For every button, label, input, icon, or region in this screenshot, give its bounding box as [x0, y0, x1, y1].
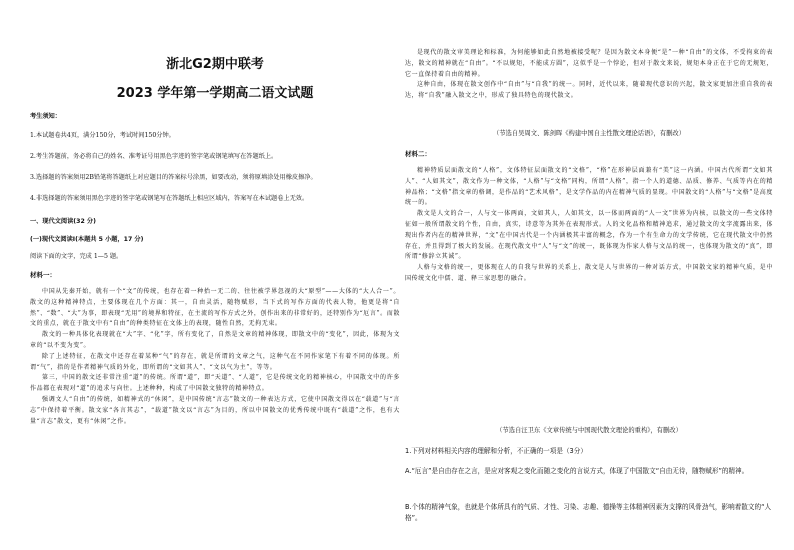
notice-item: 1.本试题卷共4页，满分150分，考试时间150分钟。	[30, 132, 175, 139]
material-paragraph: 精神特质层面散文的“人格”，文体特征层面散文的“文格”，“格”在形神层面兼有“美”这一内涵。中国古代所谓“文如其人”、“人如其文”，散文作为一种文体，“人格”与“文格”同构，所谓“人格”，指一个人的道德、品质、修养、气质等内在的精神品格；“文格”指文章的格调，是作品的“艺术风格”，是文学作品的内在精神气质的显现。中国散文的“人格”与“文格”是高度统一的。	[405, 167, 773, 207]
option-b	[405, 502, 773, 524]
material-paragraph: 是现代的散文审美理论和标准，为何能够如此自然地被接受呢？是因为散文本身便“是”一种“自由”的文体，不受拘束的表达，散文的精神就在“自由”。“不以规矩，不能成方圆”，这似乎是一个悖论，但对于散文来说，规矩本身正在于它的无规矩，它一直保持着自由的精神。	[405, 49, 773, 78]
left-column	[30, 0, 400, 550]
option-a-text: A.“厄言”是自由存在之言，是应对客观之变化而随之变化的言说方式，体现了中国散文“自由无待，随物赋形”的精神。	[405, 467, 749, 475]
sub-section-heading: (一)现代文阅读Ⅰ(本题共 5 小题，17 分)	[30, 236, 144, 243]
material-paragraph: 散文是人文的合一，人与文一体两面，文如其人，人如其文，以一体而两面的“人一文”世界为内核，以散文的一些文体特征如一般所谓散文的个性，自由，真实，诗意等为其外在表现形式。人的文化品格和精神追求，通过散文的文字流露出来，体现出作者内在的精神世界，“文”在中国古代是一个内涵极其丰富的概念，作为一个有生命力的文学传统，它在现代散文中仍然存在，并且得到了极大的发展。在现代散文中“人”与“文”的统一，既体现为作家人格与文品的统一，也体现为散文的“真”，即所谓“修辞立其诚”。	[405, 210, 773, 261]
notice-heading: 考生须知：	[30, 113, 61, 120]
material-paragraph: 人格与文格的统一，更体现在人的自我与世界的关系上，散文是人与世界的一种对话方式，中国散文家的精神气质，是中国传统文化中儒、道、释三家思想的融合。	[405, 264, 773, 282]
material-paragraph: 中国从先秦开始，就有一个“文”的传统，也存在着一种抬一无二的、往往被学界忽视的大“原型”——大体的“大人合一”。散文的这种精神特点，主要体现在几个方面：其一，自由灵活，随物赋形，当下式的写作方面的代表人物，他更是将“自然”、“数”、“大”为事，即表现“无用”的境界和特征，在主流的写作方式之外，创作出来的非常好的，还特别作为“厄言”。而散文的重点，就在于散文中有“自由”的种类特征在文体上的表现，随性自然，无拘无束。	[30, 288, 400, 328]
exam-subtitle: 2023 学年第一学期高二语文试题	[116, 86, 314, 101]
source-citation: （节选自汪卫东《文章传统与中国现代散文理论的重构》，有删改）	[496, 427, 682, 434]
notice-item: 4.非选择题的答案须用黑色字迹的签字笔或钢笔写在答题纸上相应区域内，答案写在本试题卷上无效。	[30, 195, 309, 202]
material-paragraph: 这种自由，体现在散文创作中“自由”与“自我”的统一。同时，近代以来，随着现代意识的兴起，散文家更加注重自我的表达，将“自我”融入散文之中，形成了独具特色的现代散文。	[405, 81, 773, 100]
notice-item: 3.选择题的答案须用2B铅笔将答题纸上对应题目的答案标号涂黑，如要改动，须将原填涂处用橡皮擦净。	[30, 174, 317, 181]
material-paragraph: 强调文人“自由”的传统，如精神式的“休闲”，是中国传统“言志”散文的一种表达方式，它使中国散文得以在“载道”与“言志”中保持着平衡。散文家“各言其志”，“载道”散文以“言志”为目的，所以中国散文的优秀传统中既有“载道”之作，也有大量“言志”散文，更有“休闲”之作。	[30, 395, 400, 425]
exam-title: 浙北G2期中联考	[166, 57, 264, 72]
material-paragraph: 除了上述特征，在散文中还存在着某种“气”的存在，就是所谓的文章之气，这种气在不同作家笔下有着不同的体现。所谓“气”，指的是作者精神气质的外化，即所谓的“文如其人”、“文以气为主”，等等。	[30, 352, 400, 371]
section-heading: 一、现代文阅读(32 分)	[30, 218, 96, 225]
option-b-text: B.个体的精神气象，也就是个体所具有的气质、才性、习染、志趣、德操等主体精神因素为支撑的风骨劲气，影响着散文的“人格”。	[405, 503, 772, 522]
reading-instruction: 阅读下面的文字，完成 1—5 题。	[30, 253, 123, 260]
source-citation: （节选自吴周文、陈剑晖《构建中国自主性散文理论话语》，有删改）	[492, 130, 686, 137]
material-one-continued	[405, 48, 773, 126]
material-paragraph: 第三，中国的散文还非常注重“道”的传统。所谓“道”，即“天道”、“人道”，它是传统文化的精神核心，中国散文中的许多作品都在表现对“道”的追求与向往。上述种种，构成了中国散文独特的精神特点。	[30, 374, 400, 393]
option-a	[405, 466, 773, 477]
right-column	[405, 0, 773, 550]
notice-item: 2.考生答题前，务必将自己的姓名、准考证号用黑色字迹的签字笔或钢笔填写在答题纸上。	[30, 153, 278, 160]
question-one: 1.下列对材料相关内容的理解和分析，不正确的一项是（3分）	[405, 447, 587, 455]
material-paragraph: 散文的一种具体化表现就在“大”字、“化”字，所有变化了，自然是文章的精神体现，即散文中的“变化”，因此，体现为文章的“以不变为变”。	[30, 331, 400, 349]
material-two-body	[405, 166, 773, 403]
material-one-label: 材料一：	[30, 271, 56, 279]
material-one-body	[30, 287, 400, 537]
material-two-label: 材料二：	[405, 150, 431, 158]
